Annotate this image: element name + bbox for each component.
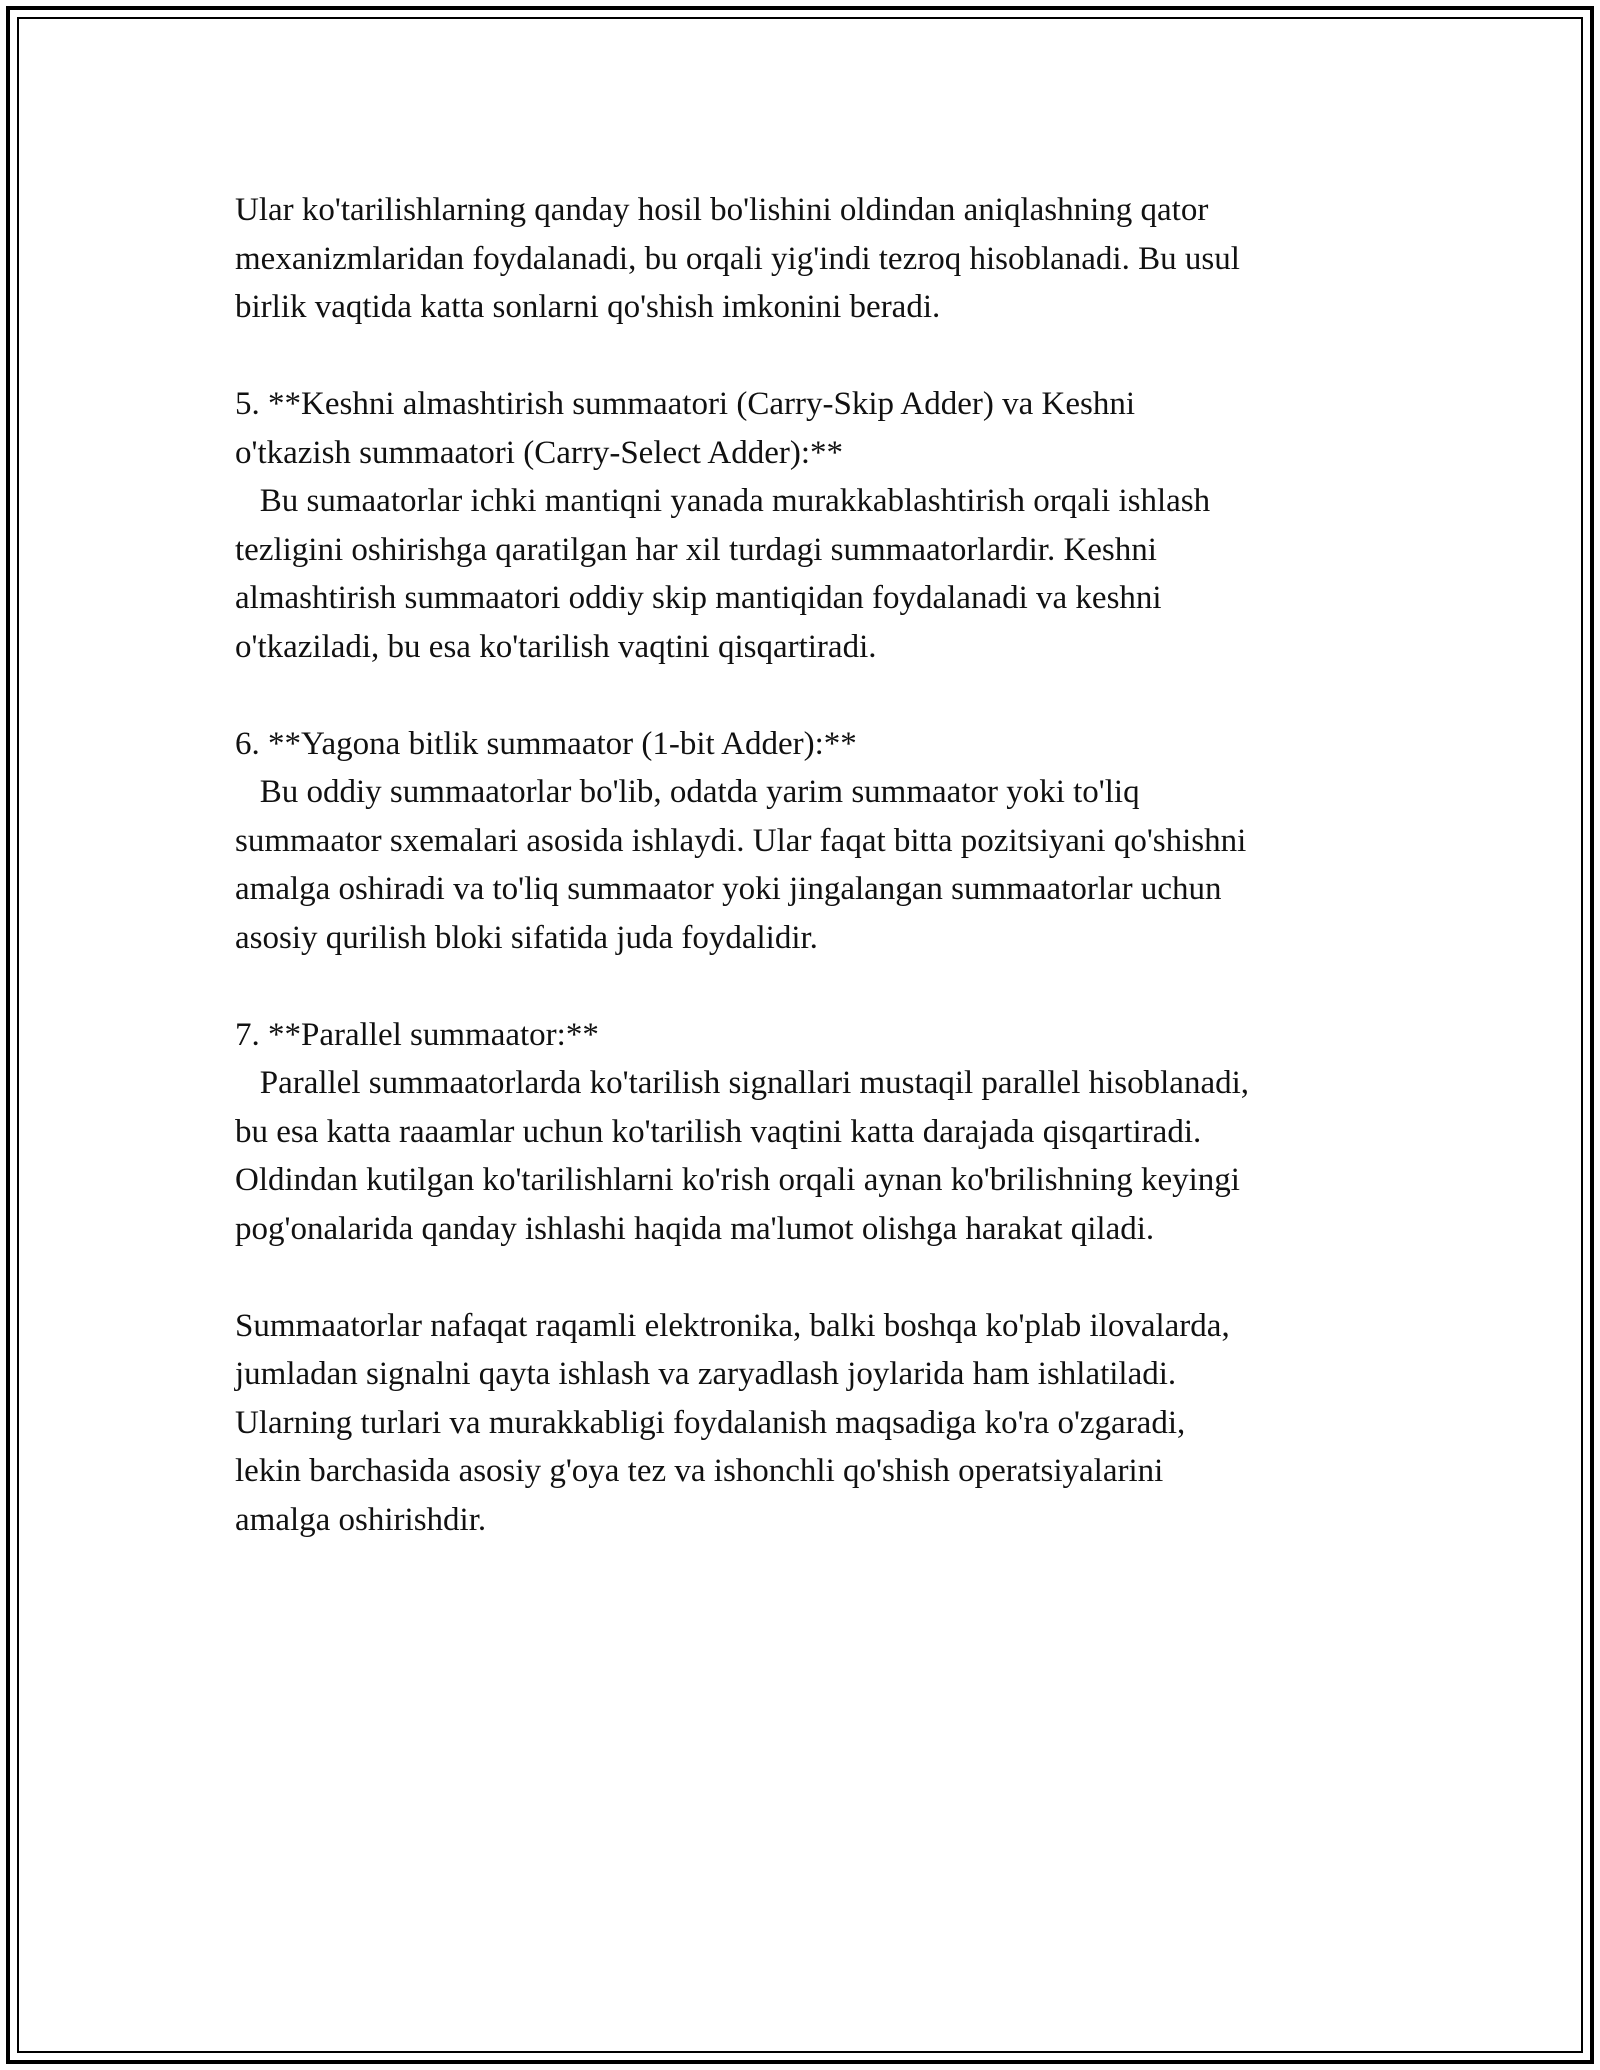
text-line: Ularning turlari va murakkabligi foydalanish maqsadiga ko'ra o'zgaradi, [235, 1404, 1186, 1441]
text-line: amalga oshirishdir. [235, 1501, 487, 1538]
text-line: pog'onalarida qanday ishlashi haqida ma'lumot olishga harakat qiladi. [235, 1210, 1155, 1247]
text-line: Parallel summaatorlarda ko'tarilish signallari mustaqil parallel hisoblanadi, [235, 1065, 1250, 1101]
text-line: lekin barchasida asosiy g'oya tez va ishonchli qo'shish operatsiyalarini [235, 1453, 1164, 1489]
document-body [235, 186, 1375, 1593]
paragraph-intro [235, 186, 1375, 332]
text-line: mexanizmlaridan foydalanadi, bu orqali yig'indi tezroq hisoblanadi. Bu usul [235, 240, 1240, 277]
text-line: jumladan signalni qayta ishlash va zaryadlash joylarida ham ishlatiladi. [235, 1356, 1177, 1392]
paragraph-item-6 [235, 720, 1375, 963]
text-line: asosiy qurilish bloki sifatida juda foydalidir. [235, 919, 818, 956]
item-heading: 6. **Yagona bitlik summaator (1-bit Adder):** [235, 725, 857, 762]
text-line: almashtirish summaatori oddiy skip mantiqidan foydalanadi va keshni [235, 580, 1162, 616]
paragraph-conclusion [235, 1302, 1375, 1545]
text-line: birlik vaqtida katta sonlarni qo'shish imkonini beradi. [235, 289, 941, 325]
paragraph-item-5 [235, 380, 1375, 671]
text-line: Oldindan kutilgan ko'tarilishlarni ko'rish orqali aynan ko'brilishning keyingi [235, 1162, 1240, 1198]
text-line: bu esa katta raaamlar uchun ko'tarilish vaqtini katta darajada qisqartiradi. [235, 1113, 1202, 1150]
item-heading: 5. **Keshni almashtirish summaatori (Carry-Skip Adder) va Keshni [235, 386, 1136, 422]
item-heading: o'tkazish summaatori (Carry-Select Adder):** [235, 434, 844, 471]
text-line: Summaatorlar nafaqat raqamli elektronika, balki boshqa ko'plab ilovalarda, [235, 1307, 1230, 1344]
text-line: tezligini oshirishga qaratilgan har xil turdagi summaatorlardir. Keshni [235, 531, 1157, 568]
text-line: Bu oddiy summaatorlar bo'lib, odatda yarim summaator yoki to'liq [235, 774, 1140, 810]
text-line: Bu sumaatorlar ichki mantiqni yanada murakkablashtirish orqali ishlash [235, 483, 1211, 519]
paragraph-item-7 [235, 1011, 1375, 1254]
item-heading: 7. **Parallel summaator:** [235, 1016, 599, 1053]
text-line: o'tkaziladi, bu esa ko'tarilish vaqtini qisqartiradi. [235, 628, 877, 665]
text-line: Ular ko'tarilishlarning qanday hosil bo'lishini oldindan aniqlashning qator [235, 192, 1209, 228]
text-line: summaator sxemalari asosida ishlaydi. Ular faqat bitta pozitsiyani qo'shishni [235, 822, 1247, 859]
text-line: amalga oshiradi va to'liq summaator yoki jingalangan summaatorlar uchun [235, 871, 1222, 907]
